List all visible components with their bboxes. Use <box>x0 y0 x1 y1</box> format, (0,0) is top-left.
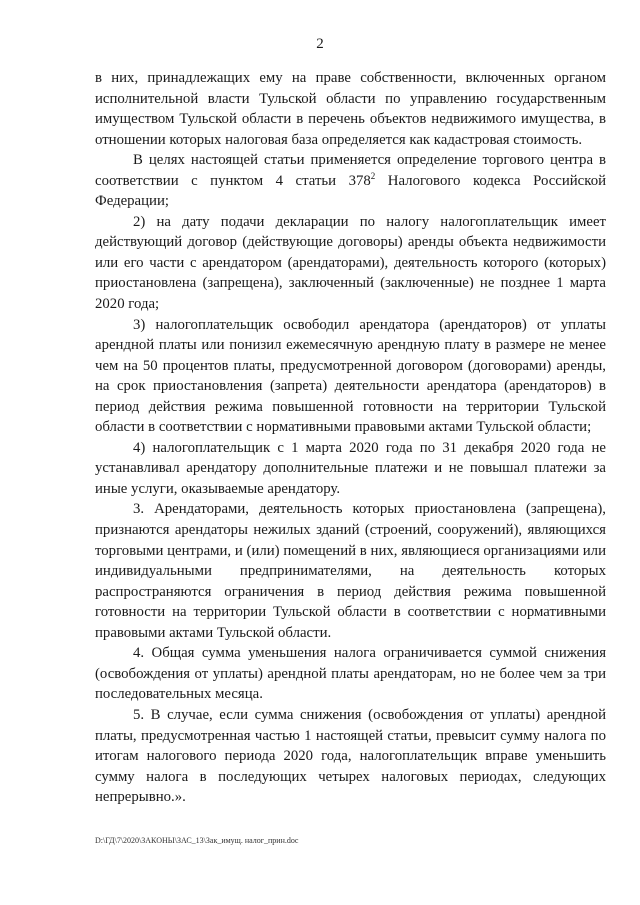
paragraph-item-4: 4) налогоплательщик с 1 марта 2020 года по 31 декабря 2020 года не устанавливал арендатору дополнительные платежи и не повышал платежи за иные услуги, оказываемые арендатору. <box>95 439 606 497</box>
paragraph-text: Налогового кодекса Российской Федерации; <box>95 172 607 210</box>
paragraph-item-3: 3) налогоплательщик освободил арендатора (арендаторов) от уплаты арендной платы или понизил ежемесячную арендную плату в размере не менее чем на 50 процентов платы, предусмотренной договором (договорами) аренды, на срок приостановления (запрета) деятельности арендатора (арендаторов) в период действия режима повышенной готовности на территории Тульской области в соответствии с нормативными правовыми актами Тульской области; <box>95 316 606 436</box>
document-body <box>95 68 606 808</box>
footer-file-path: D:\ГД\7\2020\ЗАКОНЫ\ЗАС_13\Зак_имущ. налог_прин.doc <box>95 836 299 845</box>
paragraph-item-2: 2) на дату подачи декларации по налогу налогоплательщик имеет действующий договор (действующие договоры) аренды объекта недвижимости или его части с арендатором (арендаторами), деятельность которого (которых) приостановлена (запрещена), заключенный (заключенные) не позднее 1 марта 2020 года; <box>95 213 606 313</box>
article-superscript: 2 <box>370 170 376 181</box>
paragraph-trade-center-definition <box>95 150 606 212</box>
paragraph-continuation: в них, принадлежащих ему на праве собственности, включенных органом исполнительной власти Тульской области по управлению государственным имуществом Тульской области в перечень объектов недвижимого имущества, в отношении которых налоговая база определяется как кадастровая стоимость. <box>95 70 606 148</box>
paragraph-text: В целях настоящей статьи применяется определение торгового центра в соответствии с пунктом 4 статьи 378 <box>95 152 606 189</box>
page-number: 2 <box>316 36 324 52</box>
paragraph-part-5: 5. В случае, если сумма снижения (освобождения от уплаты) арендной платы, предусмотренная частью 1 настоящей статьи, превысит сумму налога по итогам налогового периода 2020 года, налогоплательщик вправе уменьшить сумму налога в последующих четырех налоговых периодах, следующих непрерывно.». <box>95 706 606 806</box>
paragraph-part-3: 3. Арендаторами, деятельность которых приостановлена (запрещена), признаются арендаторы нежилых зданий (строений, сооружений), являющихся торговыми центрами, и (или) помещений в них, являющиеся организациями или индивидуальными предпринимателями, на деятельность которых распространяются ограничения в период действия режима повышенной готовности на территории Тульской области в соответствии с нормативными правовыми актами Тульской области. <box>95 501 606 641</box>
paragraph-part-4: 4. Общая сумма уменьшения налога ограничивается суммой снижения (освобождения от уплаты) арендной платы арендаторам, но не более чем за три последовательных месяца. <box>95 645 606 703</box>
